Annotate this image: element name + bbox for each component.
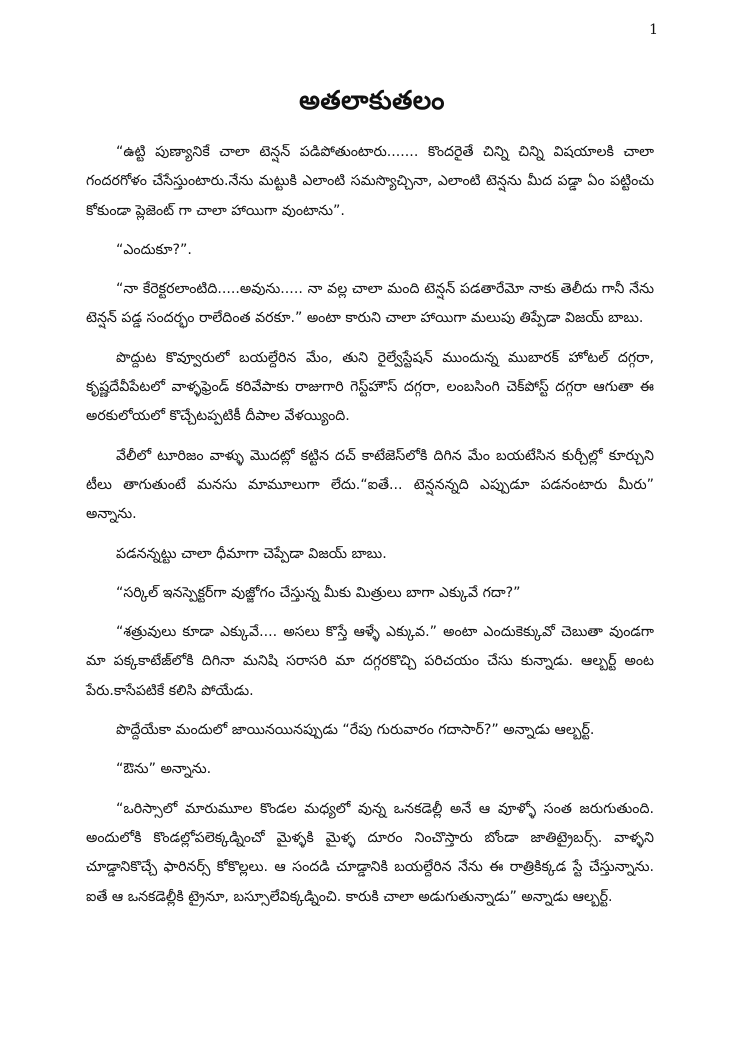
paragraph: “ఉట్టి పుణ్యానికే చాలా టెన్షన్ పడిపోతుంటారు....... కొందరైతే చిన్ని చిన్ని విషయాలకి చాలా గందరగోళం చేసేస్తుంటారు.నేను మట్టుకి ఎలాంటి సమస్యొచ్చినా, ఎలాంటి టెన్షను మీద పడ్డా ఏం పట్టించు కోకుండా ప్లెజెంట్ గా చాలా హాయిగా వుంటాను”. [86,144,654,219]
paragraph: పొద్దేయేకా మందులో జాయినయినప్పుడు “రేపు గురువారం గదాసార్?” అన్నాడు ఆల్బర్ట్. [116,722,595,739]
chapter-title: అతలాకుతలం [299,86,445,116]
paragraph: “ఒరిస్సాలో మారుమూల కొండల మధ్యలో వున్న ఒనకడెల్లీ అనే ఆ వూళ్ళో సంత జరుగుతుంది. అందులోకి కొండల్లోపలెక్కడ్నించో మైళ్ళకి మైళ్ళ దూరం నించొస్తారు బోండా జాతిట్రైబర్స్. వాళ్ళని చూడ్డానికొచ్చే ఫారినర్స్ కోకొల్లలు. ఆ సందడి చూడ్డానికి బయల్దేరిన నేను ఈ రాత్రికిక్కడ స్టే చేస్తున్నాను. ఐతే ఆ ఒనకడెల్లీకి ట్రైనూ, బస్సూలేవిక్కడ్నించి. కారుకి చాలా అడుగుతున్నాడు” అన్నాడు ఆల్బర్ట్. [86,800,654,905]
paragraph: “నా కేరెక్టరలాంటిది.....అవును..... నా వల్ల చాలా మంది టెన్షన్ పడతారేమో నాకు తెలీదు గానీ నేను టెన్షన్ పడ్డ సందర్భం రాలేదింత వరకూ.” అంటా కారుని చాలా హాయిగా మలుపు తిప్పేడా విజయ్ బాబు. [86,281,654,327]
paragraph: “సర్కిల్ ఇనస్పెక్టర్‌గా వుజ్జోగం చేస్తున్న మీకు మిత్రులు బాగా ఎక్కువే గదా?” [116,584,521,601]
body-text [86,138,654,922]
paragraph: “శత్రువులు కూడా ఎక్కువే.... అసలు కొస్తే ఆళ్ళే ఎక్కువ.” అంటా ఎందుకెక్కువో చెబుతా వుండగా మా పక్కకాటేజ్‌లోకి దిగినా మనిషి సరాసరి మా దగ్గరకొచ్చి పరిచయం చేసు కున్నాడు. ఆల్బర్ట్ అంట పేరు.కాసేపటికే కలిసి పోయేడు. [86,624,654,699]
paragraph: వేలీలో టూరిజం వాళ్ళు మొదట్లో కట్టిన దచ్ కాటేజెస్‌లోకి దిగిన మేం బయటేసిన కుర్చీల్లో కూర్చుని టీలు తాగుతుంటే మనసు మామూలుగా లేదు.“ఐతే... టెన్షనన్నది ఎప్పుడూ పడనంటారు మీరు” అన్నాను. [86,447,654,523]
page-number: 1 [649,22,658,38]
paragraph: “ఎందుకూ?”. [116,241,192,258]
paragraph: పొద్దుట కొవ్వూరులో బయల్దేరిన మేం, తుని రైల్వేస్టేషన్ ముందున్న ముబారక్ హోటల్ దగ్గరా, కృష్ణదేవీపేటలో వాళ్ళఫ్రెండ్ కరివేపాకు రాజుగారి గెస్ట్‌హౌస్ దగ్గరా, లంబసింగి చెక్‌పోస్ట్ దగ్గరా ఆగుతా ఈ అరకులోయలో కొచ్చేటప్పటికీ దీపాల వేళయ్యింది. [86,349,654,425]
paragraph: “ఔను” అన్నాను. [116,761,212,778]
paragraph: పడనన్నట్టు చాలా ధీమాగా చెప్పేడా విజయ్ బాబు. [116,545,387,562]
